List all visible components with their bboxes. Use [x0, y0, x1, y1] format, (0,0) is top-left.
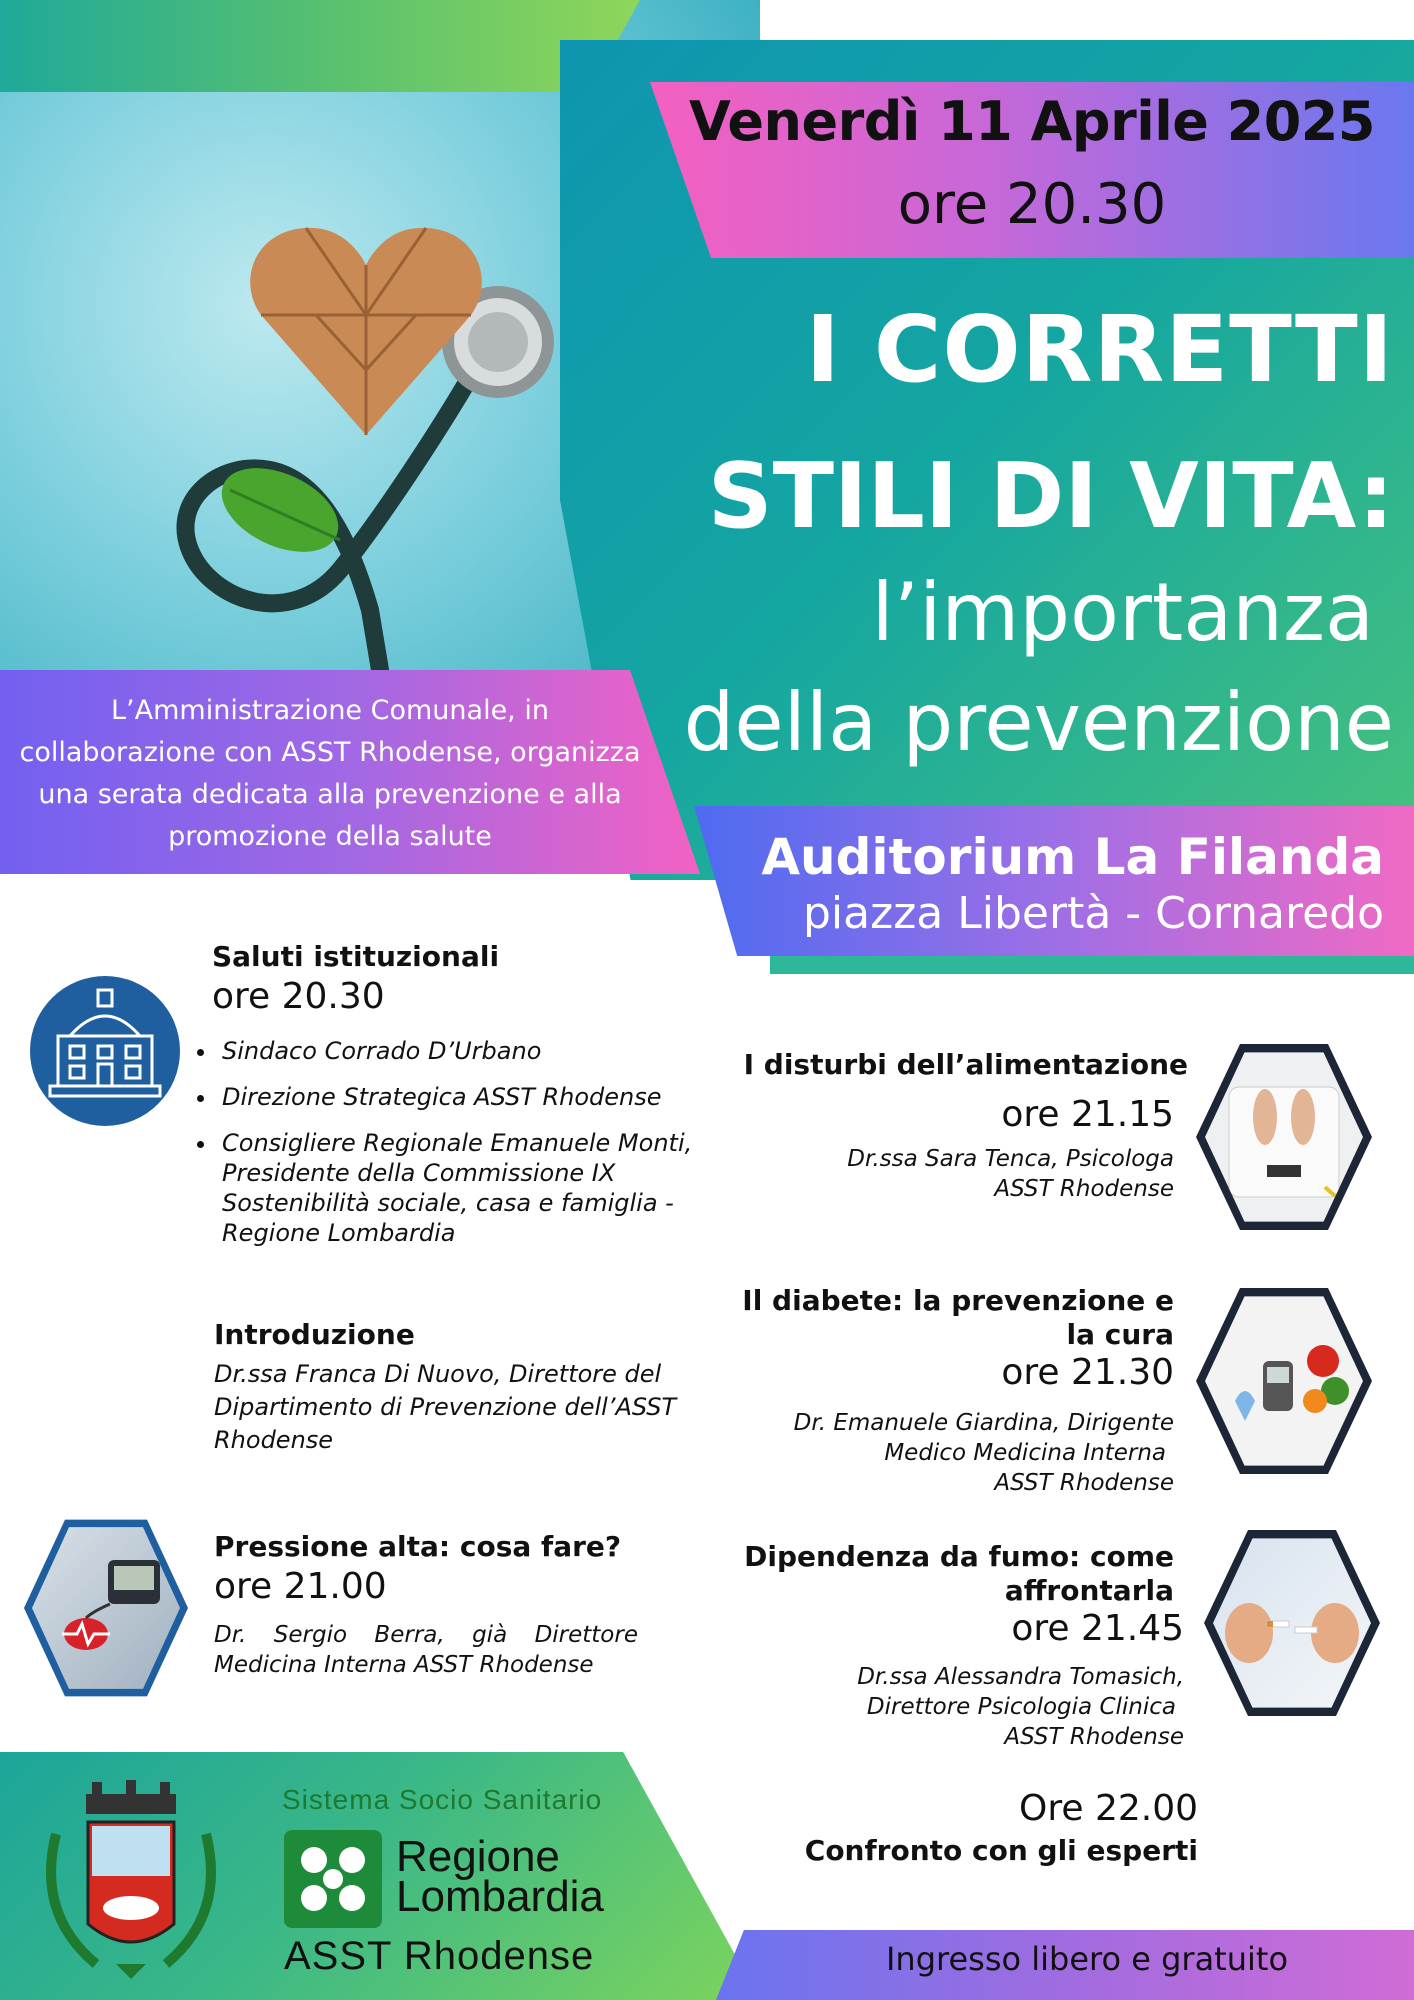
smoking-photo	[1213, 1533, 1371, 1713]
introduzione-speaker: Dr.ssa Franca Di Nuovo, Direttore del Dipartimento di Prevenzione dell’ASST Rhodense	[214, 1360, 677, 1454]
smoking-photo-frame	[1204, 1524, 1380, 1722]
sistema-socio-sanitario: Sistema Socio Sanitario	[282, 1784, 603, 1815]
diabete-title-line: la cura	[1066, 1318, 1174, 1351]
pressione-speaker: Dr. Sergio Berra, già Direttore Medicina Interna ASST Rhodense	[214, 1622, 638, 1678]
fumo-speaker-line: Direttore Psicologia Clinica	[866, 1694, 1176, 1720]
diabete-title-line: Il diabete: la prevenzione e	[742, 1284, 1174, 1317]
ingresso-text: Ingresso libero e gratuito	[885, 1940, 1289, 1978]
intro-text: L’Amministrazione Comunale, in collaborazione con ASST Rhodense, organizza una serata dedicata alla prevenzione e alla promozione della salute	[19, 695, 641, 852]
diabete-speaker-line: ASST Rhodense	[994, 1470, 1174, 1496]
introduzione-title: Introduzione	[214, 1318, 415, 1351]
blood-pressure-photo	[32, 1522, 180, 1694]
title-line-3: l’importanza	[871, 566, 1374, 659]
saluti-time: ore 20.30	[212, 976, 385, 1017]
pressione-time: ore 21.00	[214, 1566, 387, 1607]
diabete-time: ore 21.30	[1001, 1352, 1174, 1393]
blood-pressure-photo-frame	[24, 1514, 188, 1702]
confronto-time: Ore 22.00	[1019, 1788, 1198, 1829]
scale-photo-frame	[1196, 1038, 1372, 1236]
alimentazione-time: ore 21.15	[1001, 1094, 1174, 1135]
regione-lombardia-text-line: Lombardia	[396, 1872, 604, 1921]
alimentazione-speaker-line: ASST Rhodense	[994, 1176, 1174, 1202]
alimentazione-speaker-line: Dr.ssa Sara Tenca, Psicologa	[847, 1146, 1174, 1172]
fumo-time: ore 21.45	[1011, 1608, 1184, 1649]
event-date: Venerdì 11 Aprile 2025	[689, 90, 1375, 153]
alimentazione-title: I disturbi dell’alimentazione	[743, 1048, 1188, 1081]
fumo-title-line: affrontarla	[1004, 1574, 1174, 1607]
venue-name: Auditorium La Filanda	[761, 828, 1384, 886]
saluti-item: • Sindaco Corrado D’Urbano	[218, 1036, 698, 1066]
diabete-speaker-line: Medico Medicina Interna	[884, 1440, 1166, 1466]
fumo-speaker-line: ASST Rhodense	[1004, 1724, 1184, 1750]
asst-rhodense-text: ASST Rhodense	[284, 1934, 595, 1978]
fumo-speaker-line: Dr.ssa Alessandra Tomasich,	[857, 1664, 1184, 1690]
title-line-1: I CORRETTI	[805, 296, 1394, 403]
title-line-2: STILI DI VITA:	[707, 444, 1394, 549]
regione-lombardia-text-line: Regione	[396, 1832, 560, 1881]
saluti-item: • Consigliere Regionale Emanuele Monti, Presidente della Commissione IX Sostenibilità sociale, casa e famiglia - Regione Lombardia	[218, 1128, 698, 1248]
diabetes-photo	[1205, 1291, 1363, 1471]
confronto-title: Confronto con gli esperti	[804, 1834, 1198, 1867]
scale-photo	[1205, 1047, 1363, 1227]
event-time: ore 20.30	[897, 172, 1167, 237]
wooden-heart-illustration	[246, 220, 486, 440]
regione-lombardia-logo	[284, 1830, 382, 1928]
top-green-strip	[0, 0, 640, 92]
saluti-title: Saluti istituzionali	[212, 940, 500, 973]
saluti-list	[190, 1036, 698, 1264]
municipal-building-icon	[30, 976, 180, 1126]
saluti-item: • Direzione Strategica ASST Rhodense	[218, 1082, 698, 1112]
fumo-title-line: Dipendenza da fumo: come	[744, 1540, 1174, 1573]
venue-address: piazza Libertà - Cornaredo	[802, 888, 1384, 939]
diabetes-photo-frame	[1196, 1282, 1372, 1480]
title-line-4: della prevenzione	[683, 676, 1394, 769]
pressione-title: Pressione alta: cosa fare?	[214, 1530, 622, 1563]
diabete-speaker-line: Dr. Emanuele Giardina, Dirigente	[793, 1410, 1174, 1436]
comune-coat-of-arms-logo	[36, 1774, 226, 1986]
